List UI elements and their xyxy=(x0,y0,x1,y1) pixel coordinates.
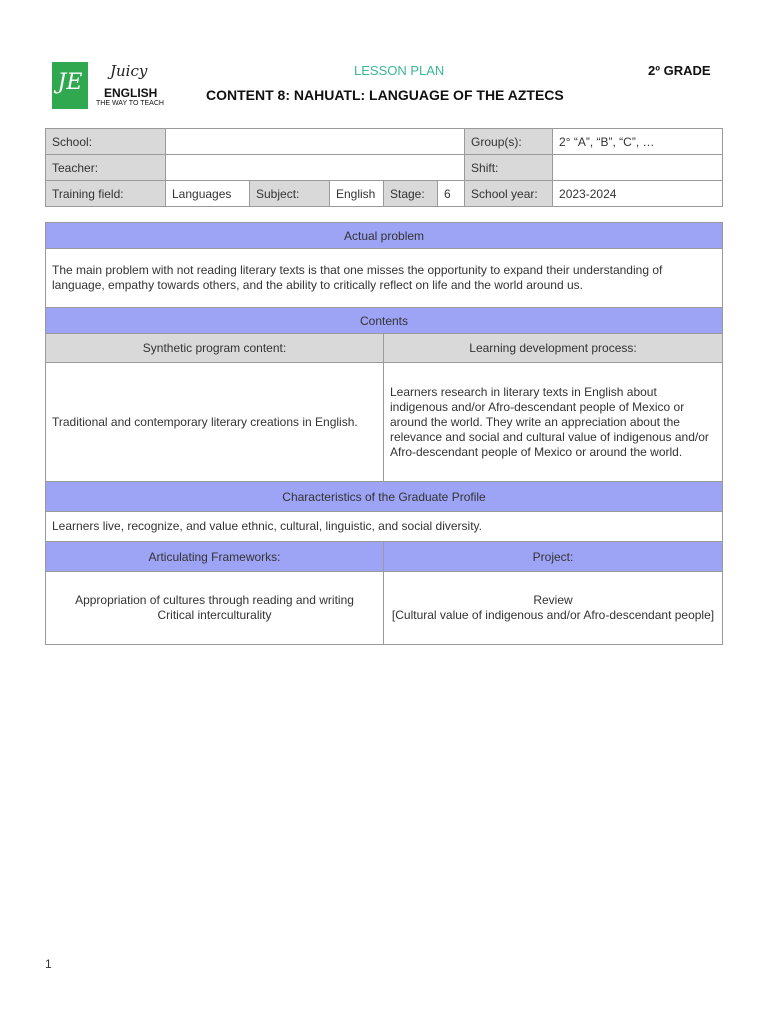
teacher-value xyxy=(166,155,465,181)
learning-process-header: Learning development process: xyxy=(384,334,723,363)
lesson-table xyxy=(45,222,723,645)
stage-label: Stage: xyxy=(384,181,438,207)
school-value xyxy=(166,129,465,155)
school-year-value: 2023-2024 xyxy=(553,181,723,207)
logo-monogram: JE xyxy=(57,70,83,95)
juicy-english-logo xyxy=(52,62,168,110)
stage-value: 6 xyxy=(438,181,465,207)
groups-label: Group(s): xyxy=(465,129,553,155)
graduate-profile-header: Characteristics of the Graduate Profile xyxy=(46,482,723,512)
project-line-2: [Cultural value of indigenous and/or Afro-descendant people] xyxy=(391,608,715,622)
teacher-label: Teacher: xyxy=(46,155,166,181)
project-cell xyxy=(384,572,723,645)
school-year-label: School year: xyxy=(465,181,553,207)
info-table xyxy=(45,128,723,207)
shift-label: Shift: xyxy=(465,155,553,181)
shift-value xyxy=(553,155,723,181)
frameworks-line-1: Appropriation of cultures through reading and writing xyxy=(75,593,354,607)
training-field-value: Languages xyxy=(166,181,250,207)
logo-brand-text: ENGLISH xyxy=(104,86,158,100)
frameworks-cell xyxy=(46,572,384,645)
project-header: Project: xyxy=(384,542,723,572)
synthetic-program-header: Synthetic program content: xyxy=(46,334,384,363)
groups-value: 2° “A”, “B”, “C”, … xyxy=(553,129,723,155)
project-line-1: Review xyxy=(533,593,573,607)
lesson-plan-label: LESSON PLAN xyxy=(354,63,445,78)
subject-value: English xyxy=(330,181,384,207)
school-label: School: xyxy=(46,129,166,155)
logo-script-text: Juicy xyxy=(110,62,148,80)
actual-problem-header: Actual problem xyxy=(46,223,723,249)
frameworks-line-2: Critical interculturality xyxy=(157,608,272,622)
actual-problem-text: The main problem with not reading literary texts is that one misses the opportunity to expand their understanding of language, empathy towards others, and the ability to critically reflect on life and the world around us. xyxy=(46,249,723,308)
subject-label: Subject: xyxy=(250,181,330,207)
content-title: CONTENT 8: NAHUATL: LANGUAGE OF THE AZTECS xyxy=(206,87,564,103)
logo-monogram-box xyxy=(52,62,88,109)
frameworks-header: Articulating Frameworks: xyxy=(46,542,384,572)
page-number: 1 xyxy=(45,957,52,971)
synthetic-program-text: Traditional and contemporary literary creations in English. xyxy=(46,363,384,482)
graduate-profile-text: Learners live, recognize, and value ethnic, cultural, linguistic, and social diversity. xyxy=(46,512,723,542)
logo-tagline: THE WAY TO TEACH xyxy=(96,100,164,107)
grade-label: 2º GRADE xyxy=(648,63,711,78)
learning-process-text: Learners research in literary texts in English about indigenous and/or Afro-descendant people of Mexico or around the world. They write an appreciation about the relevance and social and cultural value of indigenous and/or Afro-descendant people of Mexico or around the world. xyxy=(384,363,723,482)
training-field-label: Training field: xyxy=(46,181,166,207)
contents-header: Contents xyxy=(46,308,723,334)
